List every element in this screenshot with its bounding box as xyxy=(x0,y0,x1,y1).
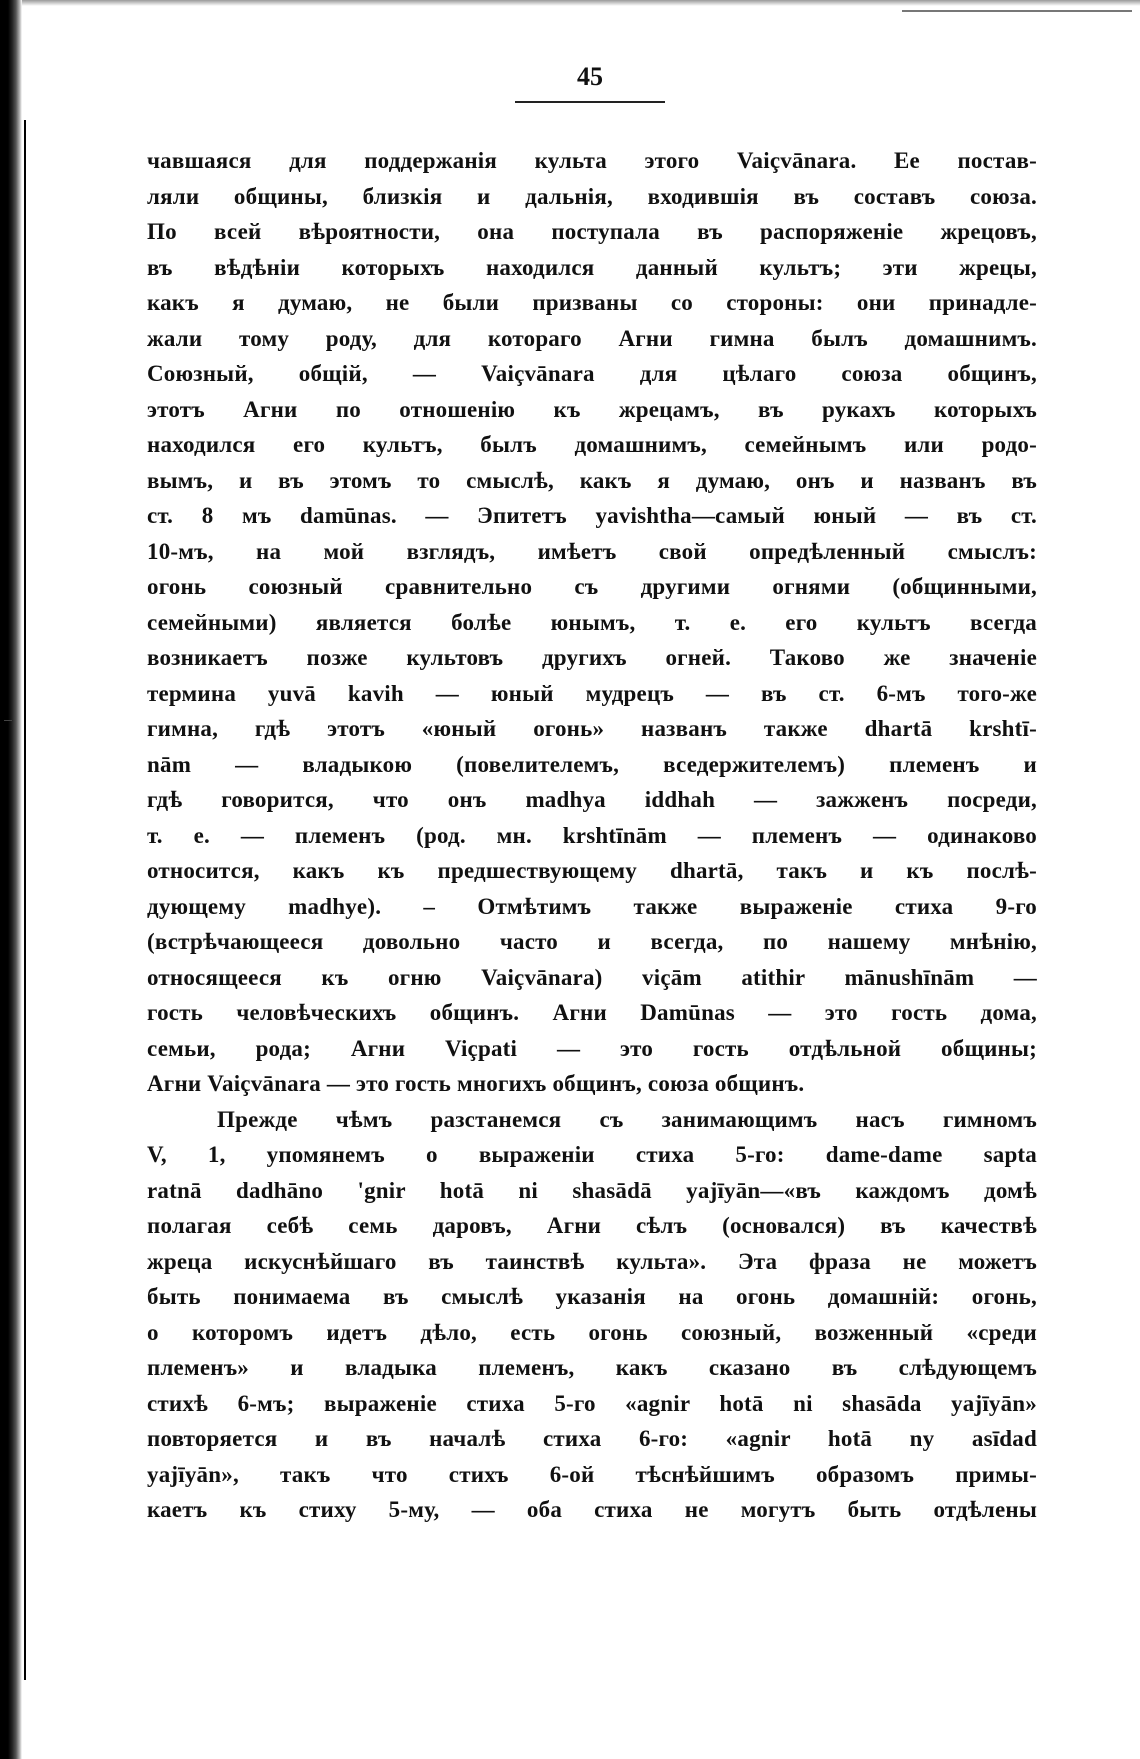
text-line: быть понимаема въ смыслѣ указанія на огонь домашній: огонь, xyxy=(147,1284,1037,1309)
text-line: какъ я думаю, не были призваны со стороны: они принадле- xyxy=(147,290,1037,315)
text-line: Агни Vaiçvānara — это гость многихъ общинъ, союза общинъ. xyxy=(147,1071,805,1096)
text-line: вымъ, и въ этомъ то смыслѣ, какъ я думаю, онъ и названъ въ xyxy=(147,467,1037,493)
text-line: Прежде чѣмъ разстанемся съ занимающимъ насъ гимномъ xyxy=(217,1106,1037,1132)
body-text xyxy=(147,143,1037,1528)
text-line: Союзный, общій, — Vaiçvānara для цѣлаго союза общинъ, xyxy=(147,361,1037,386)
page-number: 45 xyxy=(577,62,603,91)
text-line: гимна, гдѣ этотъ «юный огонь» названъ также dhartā krshtī- xyxy=(147,716,1037,741)
scan-binding-shadow xyxy=(0,0,22,1759)
text-line: 10-мъ, на мой взглядъ, имѣетъ свой опредѣленный смыслъ: xyxy=(147,538,1037,564)
text-line: относится, какъ къ предшествующему dhartā, такъ и къ послѣ- xyxy=(147,858,1037,883)
text-line: этотъ Агни по отношенію къ жрецамъ, въ рукахъ которыхъ xyxy=(147,396,1037,422)
text-line: т. е. — племенъ (род. мн. krshtīnām — племенъ — одинаково xyxy=(147,822,1037,848)
margin-mark xyxy=(4,720,12,721)
text-line: чавшаяся для поддержанія культа этого Vaiçvānara. Ее постав- xyxy=(147,148,1037,173)
text-line: (встрѣчающееся довольно часто и всегда, по нашему мнѣнію, xyxy=(147,929,1037,954)
text-line: стихѣ 6-мъ; выраженіе стиха 5-го «agnir hotā ni shasāda yajīyān» xyxy=(147,1390,1037,1416)
text-line: въ вѣдѣніи которыхъ находился данный культъ; эти жрецы, xyxy=(147,254,1037,280)
text-line: огонь союзный сравнительно съ другими огнями (общинными, xyxy=(147,574,1037,599)
text-line: ляли общины, близкія и дальнія, входившія въ составъ союза. xyxy=(147,183,1037,209)
text-line: V, 1, упомянемъ о выраженіи стиха 5-го: dame-dame sapta xyxy=(147,1142,1037,1167)
text-line: относящееся къ огню Vaiçvānara) viçām atithir mānushīnām — xyxy=(147,964,1037,990)
text-line: жали тому роду, для котораго Агни гимна былъ домашнимъ. xyxy=(147,325,1037,351)
text-line: повторяется и въ началѣ стиха 6-го: «agnir hotā ny asīdad xyxy=(147,1426,1037,1451)
text-line: о которомъ идетъ дѣло, есть огонь союзный, возженный «среди xyxy=(147,1319,1037,1345)
text-line: ratnā dadhāno 'gnir hotā ni shasādā yajīyān—«въ каждомъ домѣ xyxy=(147,1177,1037,1203)
scan-top-rule xyxy=(902,10,1132,12)
text-line: По всей вѣроятности, она поступала въ распоряженіе жрецовъ, xyxy=(147,219,1037,244)
scan-binding-line xyxy=(24,120,26,1680)
text-line: семьи, рода; Агни Viçpati — это гость отдѣльной общины; xyxy=(147,1035,1037,1061)
scan-top-edge xyxy=(0,0,1140,6)
text-line: жреца искуснѣйшаго въ таинствѣ культа». Эта фраза не можетъ xyxy=(147,1248,1037,1274)
text-line: находился его культъ, былъ домашнимъ, семейнымъ или родо- xyxy=(147,432,1037,457)
text-line: nām — владыкою (повелителемъ, вседержителемъ) племенъ и xyxy=(147,751,1037,777)
text-line: гость человѣческихъ общинъ. Агни Damūnas — это гость дома, xyxy=(147,1000,1037,1025)
text-line: дующему madhye). – Отмѣтимъ также выраженіе стиха 9-го xyxy=(147,893,1037,919)
page-number-rule xyxy=(515,101,665,103)
text-line: племенъ» и владыка племенъ, какъ сказано въ слѣдующемъ xyxy=(147,1355,1037,1380)
text-line: ст. 8 мъ damūnas. — Эпитетъ yavishtha—самый юный — въ ст. xyxy=(147,503,1037,528)
text-line: yajīyān», такъ что стихъ 6-ой тѣснѣйшимъ образомъ примы- xyxy=(147,1461,1037,1487)
text-line: термина yuvā kavih — юный мудрецъ — въ ст. 6-мъ того-же xyxy=(147,680,1037,706)
text-line: возникаетъ позже культовъ другихъ огней. Таково же значеніе xyxy=(147,645,1037,670)
text-line: каетъ къ стиху 5-му, — оба стиха не могутъ быть отдѣлены xyxy=(147,1497,1037,1522)
text-line: семейными) является болѣе юнымъ, т. е. его культъ всегда xyxy=(147,609,1037,635)
text-line: гдѣ говорится, что онъ madhya iddhah — зажженъ посреди, xyxy=(147,787,1037,812)
text-line: полагая себѣ семь даровъ, Агни сѣлъ (основался) въ качествѣ xyxy=(147,1213,1037,1238)
